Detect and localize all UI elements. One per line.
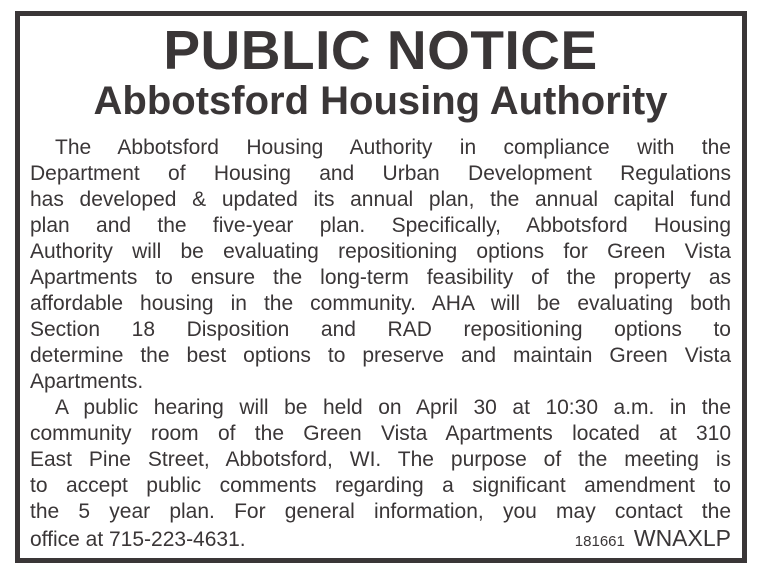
body-line: Apartments to ensure the long-term feasibility of the property as	[30, 266, 731, 289]
body-line: The Abbotsford Housing Authority in compliance with the	[55, 136, 731, 159]
body-line: A public hearing will be held on April 30 at 10:30 a.m. in the	[55, 396, 731, 419]
body-line: to accept public comments regarding a significant amendment to	[30, 474, 731, 497]
body-line: Department of Housing and Urban Development Regulations	[30, 162, 731, 185]
contact-phone-text: office at 715-223-4631.	[30, 528, 246, 551]
body-line: has developed & updated its annual plan, the annual capital fund	[30, 188, 731, 211]
body-line: determine the best options to preserve and maintain Green Vista	[30, 344, 731, 367]
wnaxlp-code: WNAXLP	[633, 525, 731, 551]
final-line	[30, 525, 731, 555]
paragraph-plan-summary	[30, 135, 731, 395]
notice-id-number: 181661	[574, 533, 625, 550]
paragraph-public-hearing	[30, 395, 731, 555]
notice-footer	[575, 525, 731, 555]
notice-subtitle: Abbotsford Housing Authority	[93, 79, 668, 123]
notice-title: PUBLIC NOTICE	[163, 19, 598, 81]
notice-content	[20, 16, 742, 555]
notice-border-frame	[15, 11, 747, 563]
body-line: Apartments.	[30, 370, 144, 393]
body-line: East Pine Street, Abbotsford, WI. The purpose of the meeting is	[30, 448, 731, 471]
body-line: plan and the five-year plan. Specifically, Abbotsford Housing	[30, 214, 731, 237]
body-line: Authority will be evaluating repositioning options for Green Vista	[30, 240, 731, 263]
body-line: affordable housing in the community. AHA will be evaluating both	[30, 292, 731, 315]
body-line: the 5 year plan. For general information, you may contact the	[30, 500, 731, 523]
body-line: Section 18 Disposition and RAD repositioning options to	[30, 318, 731, 341]
body-line: community room of the Green Vista Apartments located at 310	[30, 422, 731, 445]
